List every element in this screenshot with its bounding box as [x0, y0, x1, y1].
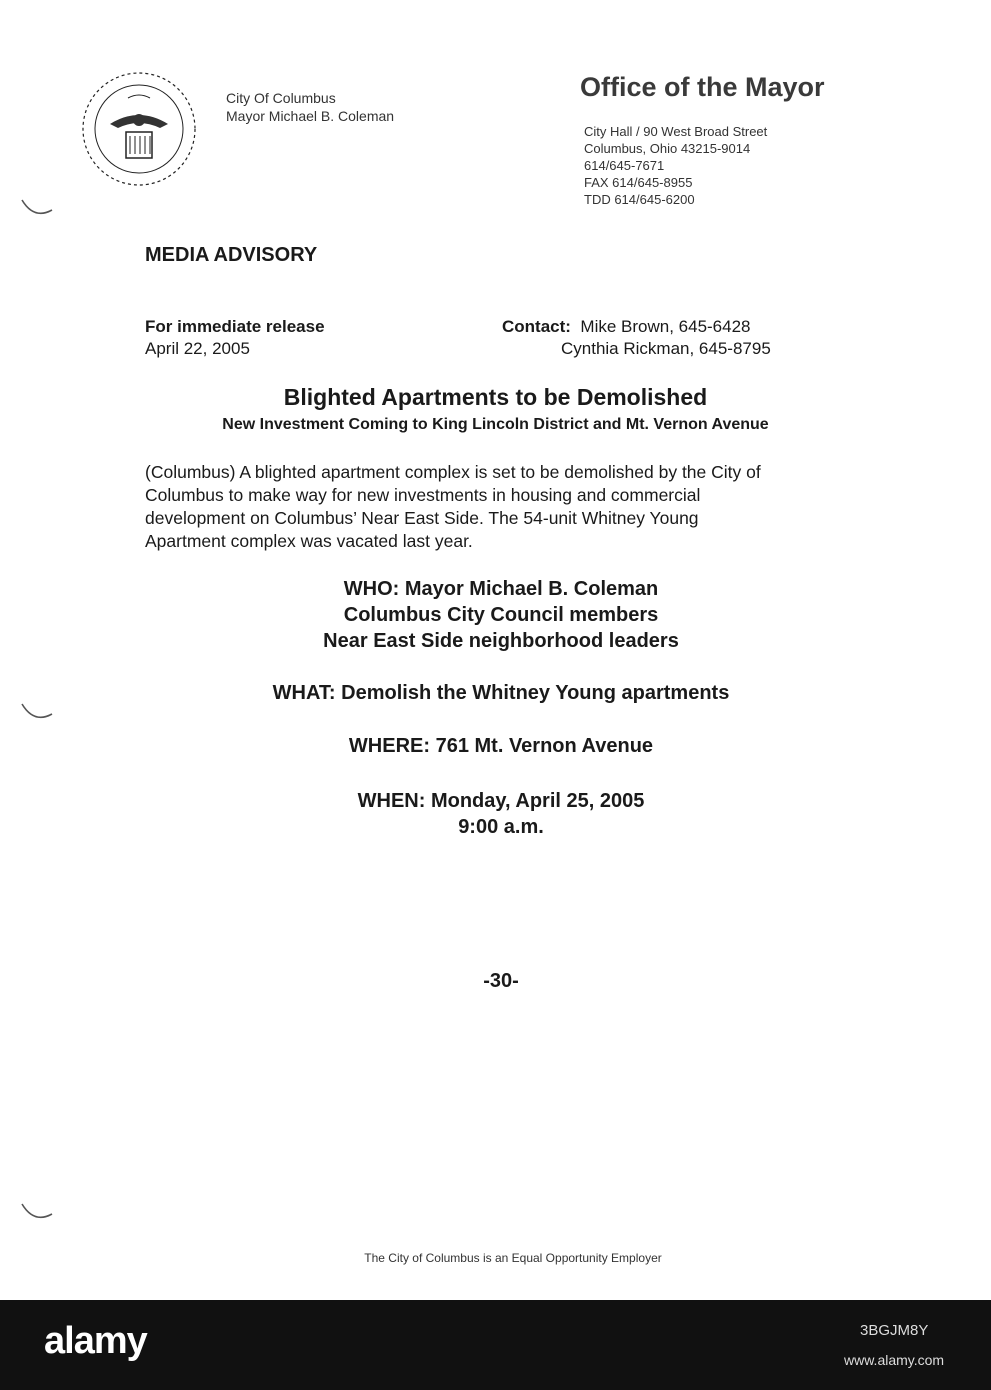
city-header [226, 89, 394, 125]
headline: Blighted Apartments to be Demolished [283, 384, 708, 410]
when-section [0, 788, 991, 840]
body-line: development on Columbus’ Near East Side. The 54-unit Whitney Young [145, 508, 699, 528]
what-section: WHAT: Demolish the Whitney Young apartments [272, 682, 730, 704]
tdd-line: TDD 614/645-6200 [584, 192, 695, 207]
watermark-image-id: 3BGJM8Y [860, 1322, 929, 1339]
binder-hole-mark [20, 700, 54, 722]
fax-line: FAX 614/645-8955 [584, 175, 693, 190]
when-time: 9:00 a.m. [458, 816, 544, 838]
who-line: WHO: Mayor Michael B. Coleman [343, 578, 659, 600]
city-name: City Of Columbus [226, 90, 336, 106]
footer-text: The City of Columbus is an Equal Opportunity Employer [364, 1251, 662, 1265]
when-date: WHEN: Monday, April 25, 2005 [357, 790, 645, 812]
media-advisory-label: MEDIA ADVISORY [145, 244, 318, 266]
office-address [584, 123, 767, 208]
contact-name-2: Cynthia Rickman, 645-8795 [561, 339, 771, 358]
watermark-banner [0, 1300, 991, 1390]
contact-name-1: Mike Brown, 645-6428 [580, 317, 751, 336]
address-line: City Hall / 90 West Broad Street [584, 124, 768, 139]
who-line: Columbus City Council members [343, 604, 659, 626]
contact-block [502, 316, 771, 360]
who-section [0, 576, 991, 654]
subheadline: New Investment Coming to King Lincoln District and Mt. Vernon Avenue [222, 416, 769, 433]
contact-label: Contact: [502, 317, 571, 336]
watermark-site: www.alamy.com [844, 1352, 945, 1368]
address-line: Columbus, Ohio 43215-9014 [584, 141, 751, 156]
body-line: Columbus to make way for new investments in housing and commercial [145, 485, 701, 505]
body-paragraph [145, 461, 865, 553]
watermark-brand: alamy [44, 1320, 147, 1362]
mayor-name: Mayor Michael B. Coleman [226, 108, 395, 124]
phone-line: 614/645-7671 [584, 158, 665, 173]
release-block [145, 316, 325, 360]
where-section: WHERE: 761 Mt. Vernon Avenue [348, 735, 654, 757]
body-line: (Columbus) A blighted apartment complex is set to be demolished by the City of [145, 462, 761, 482]
body-line: Apartment complex was vacated last year. [145, 531, 473, 551]
binder-hole-mark [20, 196, 54, 218]
end-mark: -30- [483, 970, 519, 992]
binder-hole-mark [20, 1200, 54, 1222]
city-seal-logo [80, 70, 198, 188]
release-label: For immediate release [145, 317, 325, 336]
release-date: April 22, 2005 [145, 339, 250, 358]
who-line: Near East Side neighborhood leaders [323, 630, 679, 652]
office-title: Office of the Mayor [580, 72, 825, 102]
